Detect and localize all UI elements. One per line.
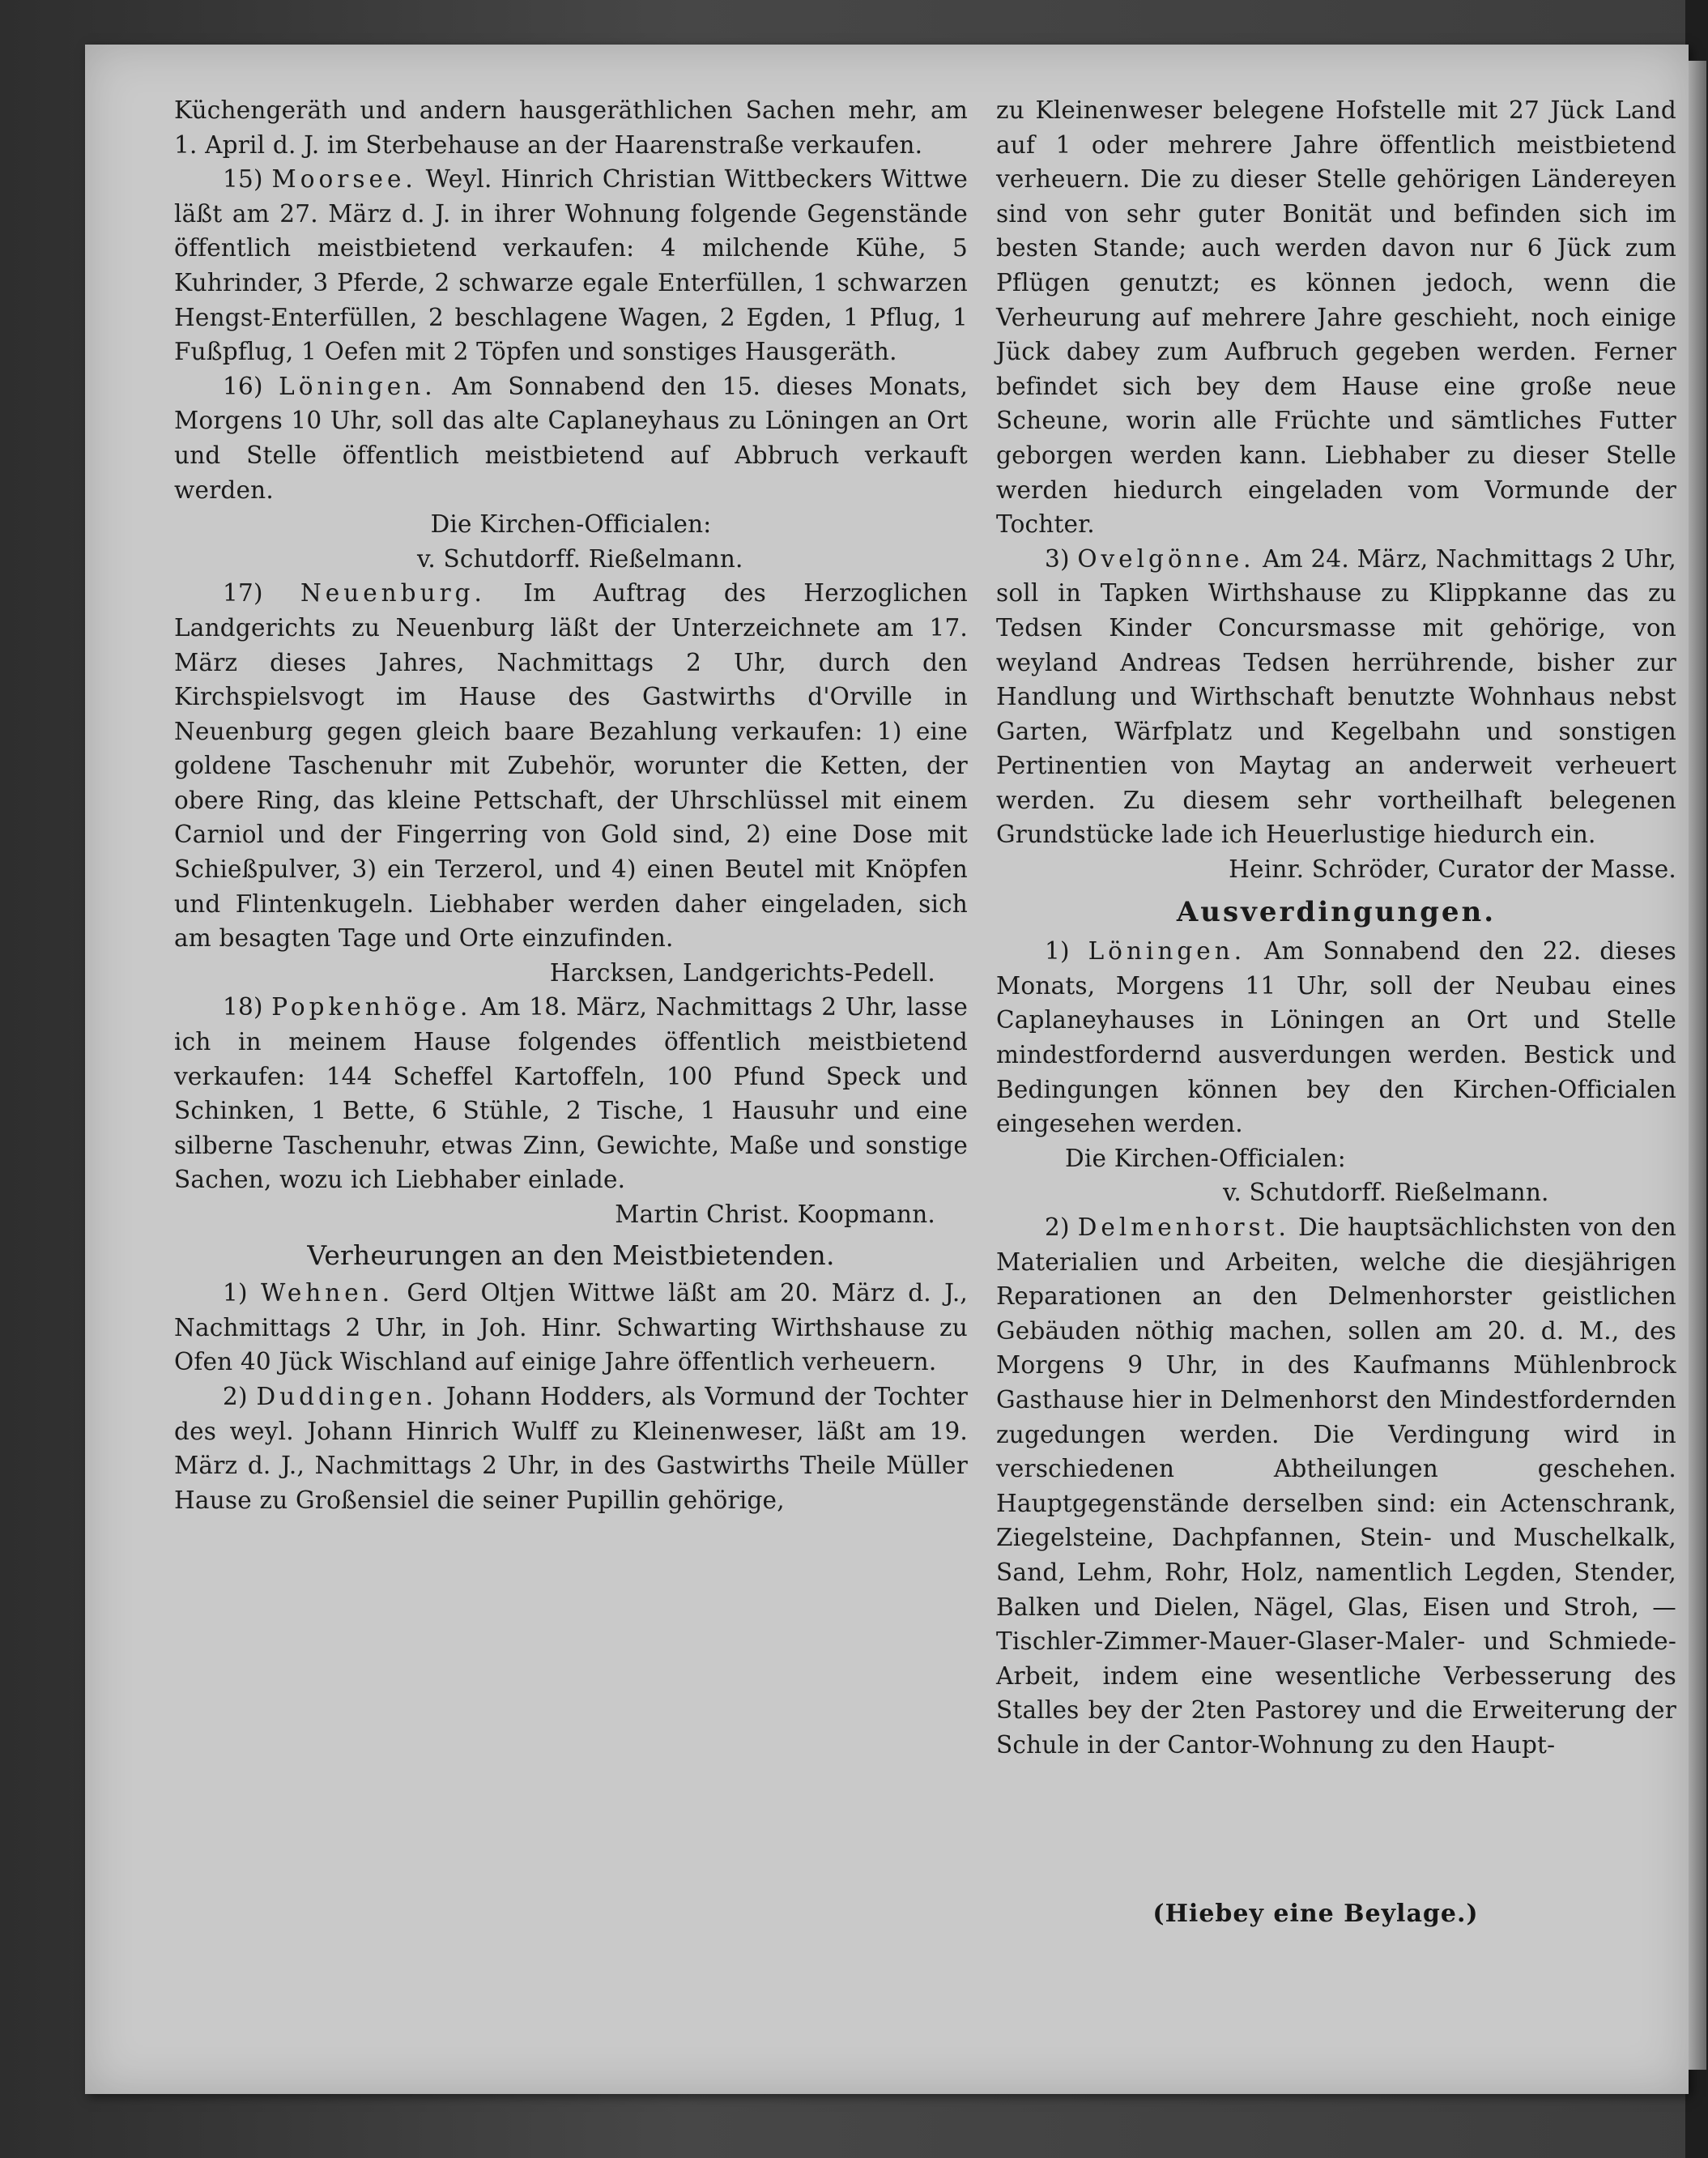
verheurung-1-place: Wehnen. bbox=[260, 1279, 394, 1307]
verheurung-2-continuation: zu Kleinenweser belegene Hofstelle mit 27 Jück Land auf 1 oder mehrere Jahre öffentlich meistbietend verheuern. Die zu dieser Stelle gehörigen Ländereyen sind von sehr guter Bonität und befinden sich im besten Stande; auch werden davon nur 6 Jück zum Pflügen genutzt; es können jedoch, wenn die Verheurung auf mehrere Jahre geschieht, noch einige Jück dabey zum Aufbruch gegeben werden. Ferner befindet sich bey dem Hause eine große neue Scheune, worin alle Früchte und sämtliches Futter geborgen werden kann. Liebhaber zu dieser Stelle werden hiedurch eingeladen vom Vormunde der Tochter. bbox=[996, 96, 1676, 539]
ausverdingung-1-signature-names: v. Schutdorff. Rießelmann. bbox=[1223, 1179, 1549, 1207]
notice-16-signature-title: Die Kirchen-Officialen: bbox=[430, 510, 712, 539]
section-heading-ausverdingungen: Ausverdingungen. bbox=[1176, 895, 1497, 928]
notice-17: 17) Neuenburg. Im Auftrag des Herzoglichen Landgerichts zu Neuenburg läßt der Unterzeichnete am 17. März dieses Jahres, Nachmittags 2 Uhr, durch den Kirchspielsvogt im Hause des Gastwirths d'Orville in Neuenburg gegen gleich baare Bezahlung verkaufen: 1) eine goldene Taschenuhr mit Zubehör, worunter die Ketten, der obere Ring, das kleine Pettschaft, der Uhrschlüssel mit einem Carniol und der Fingerring von Gold sind, 2) eine Dose mit Schießpulver, 3) ein Terzerol, und 4) einen Beutel mit Knöpfen und Flintenkugeln. Liebhaber werden daher eingeladen, sich am besagten Tage und Orte einzufinden. bbox=[174, 579, 968, 953]
notice-17-place: Neuenburg. bbox=[300, 579, 486, 608]
left-column bbox=[174, 93, 968, 1517]
verheurung-2: 2) Duddingen. Johann Hodders, als Vormund der Tochter des weyl. Johann Hinrich Wulff zu Kleinenweser, läßt am 19. März d. J., Nachmittags 2 Uhr, in des Gastwirths Theile Müller Hause zu Großensiel die seiner Pupillin gehörige, bbox=[174, 1382, 968, 1514]
notice-16-place: Löningen. bbox=[279, 372, 437, 400]
notice-15-place: Moorsee. bbox=[271, 165, 417, 194]
notice-16-signature-names: v. Schutdorff. Rießelmann. bbox=[417, 544, 743, 573]
notice-16: 16) Löningen. Am Sonnabend den 15. dieses Monats, Morgens 10 Uhr, soll das alte Caplaneyhaus zu Löningen an Ort und Stelle öffentlich meistbietend auf Abbruch verkauft werden. bbox=[174, 372, 969, 504]
page-edge bbox=[1689, 61, 1706, 2070]
footer-note bbox=[0, 1900, 1708, 1928]
verheurung-1: 1) Wehnen. Gerd Oltjen Wittwe läßt am 20. März d. J., Nachmittags 2 Uhr, in Joh. Hinr. Schwarting Wirthshause zu Ofen 40 Jück Wischland auf einige Jahre öffentlich verheuern. bbox=[174, 1279, 968, 1376]
notice-15: 15) Moorsee. Weyl. Hinrich Christian Wittbeckers Wittwe läßt am 27. März d. J. in ihrer Wohnung folgende Gegenstände öffentlich meistbietend verkaufen: 4 milchende Kühe, 5 Kuhrinder, 3 Pferde, 2 schwarze egale Enterfüllen, 1 schwarzen Hengst-Enterfüllen, 2 beschlagene Wagen, 2 Egden, 1 Pflug, 1 Fußpflug, 1 Oefen mit 2 Töpfen und sonstiges Hausgeräth. bbox=[174, 165, 968, 366]
verheurung-3: 3) Ovelgönne. Am 24. März, Nachmittags 2 Uhr, soll in Tapken Wirthshause zu Klippkanne das zu Tedsen Kinder Concursmasse mit gehörige, von weyland Andreas Tedsen herrührende, bisher zur Handlung und Wirthschaft benutzte Wohnhaus nebst Garten, Wärfplatz und Kegelbahn und sonstigen Pertinentien von Maytag an anderweit verheuert werden. Zu diesem sehr vortheilhaft belegenen Grundstücke lade ich Heuerlustige hiedurch ein. bbox=[996, 544, 1676, 849]
notice-18-place: Popkenhöge. bbox=[271, 993, 472, 1021]
section-heading-verheurungen: Verheurungen an den Meistbietenden. bbox=[307, 1239, 835, 1271]
verheurung-3-signature: Heinr. Schröder, Curator der Masse. bbox=[1229, 855, 1676, 884]
notice-18: 18) Popkenhöge. Am 18. März, Nachmittags 2 Uhr, lasse ich in meinem Hause folgendes öffentlich meistbietend verkaufen: 144 Scheffel Kartoffeln, 100 Pfund Speck und Schinken, 1 Bette, 6 Stühle, 2 Tische, 1 Hausuhr und eine silberne Taschenuhr, etwas Zinn, Gewichte, Maße und sonstige Sachen, wozu ich Liebhaber einlade. bbox=[174, 993, 968, 1194]
ausverdingung-1-place: Löningen. bbox=[1088, 937, 1246, 966]
ausverdingung-1: 1) Löningen. Am Sonnabend den 22. dieses Monats, Morgens 11 Uhr, soll der Neubau eines Caplaneyhauses in Löningen an Ort und Stelle mindestfordernd ausverdungen werden. Bestick und Bedingungen können bey den Kirchen-Officialen eingesehen werden. bbox=[996, 937, 1677, 1138]
right-column bbox=[996, 93, 1676, 1763]
notice-17-signature: Harcksen, Landgerichts-Pedell. bbox=[549, 958, 935, 987]
verheurung-3-place: Ovelgönne. bbox=[1077, 544, 1255, 573]
ausverdingung-2: 2) Delmenhorst. Die hauptsächlichsten von den Materialien und Arbeiten, welche die diesjährigen Reparationen an den Delmenhorster geistlichen Gebäuden nöthig machen, sollen am 20. d. M., des Morgens 9 Uhr, in des Kaufmanns Mühlenbrock Gasthause hier in Delmenhorst den Mindestfordernden zugedungen werden. Die Verdingung wird in verschiedenen Abtheilungen geschehen. Hauptgegenstände derselben sind: ein Actenschrank, Ziegelsteine, Dachpfannen, Stein- und Muschelkalk, Sand, Lehm, Rohr, Holz, namentlich Legden, Stender, Balken und Dielen, Nägel, Glas, Eisen und Stroh, — Tischler-Zimmer-Mauer-Glaser-Maler- und Schmiede-Arbeit, indem eine wesentliche Verbesserung des Stalles bey der 2ten Pastorey und die Erweiterung der Schule in der Cantor-Wohnung zu den Haupt- bbox=[996, 1213, 1676, 1759]
notice-18-signature: Martin Christ. Koopmann. bbox=[615, 1201, 935, 1228]
verheurung-2-place: Duddingen. bbox=[256, 1382, 438, 1410]
ausverdingung-1-signature-title: Die Kirchen-Officialen: bbox=[1065, 1144, 1346, 1172]
intro-paragraph: Küchengeräth und andern hausgeräthlichen Sachen mehr, am 1. April d. J. im Sterbehause an der Haarenstraße verkaufen. bbox=[174, 96, 968, 159]
footer-text: (Hiebey eine Beylage.) bbox=[1152, 1900, 1479, 1928]
ausverdingung-2-place: Delmenhorst. bbox=[1077, 1213, 1290, 1241]
